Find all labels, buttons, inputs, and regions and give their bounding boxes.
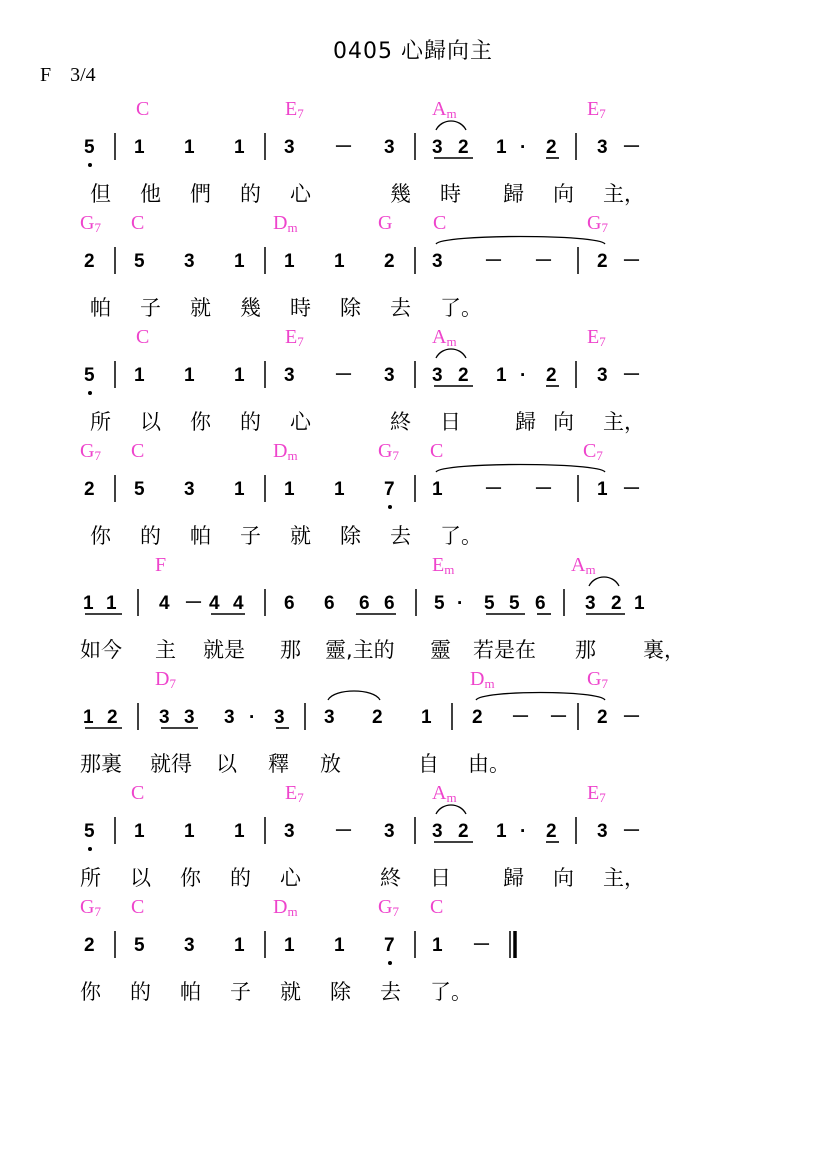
lyric-text: 時 (290, 296, 311, 320)
lyric-text: 去 (380, 980, 401, 1004)
octave-dot (88, 163, 92, 167)
lyric-text: 就是 (203, 638, 245, 662)
score-note: － (484, 479, 504, 500)
score-note: 6 (359, 593, 370, 614)
octave-dot (388, 961, 392, 965)
score-note: 2 (546, 137, 557, 158)
score-note: 3 (597, 365, 608, 386)
lyric-text: 的 (240, 182, 261, 206)
score-note: 2 (546, 821, 557, 842)
score-note: 1 (421, 707, 432, 728)
lyric-text: 向 (553, 866, 574, 890)
chord-symbol: $D_m$ (470, 668, 495, 691)
score-note: － (472, 935, 492, 956)
chord-symbol: C (430, 440, 444, 462)
lyric-text: 就 (290, 524, 311, 548)
score-note: · (520, 137, 527, 158)
chord-symbol: C (430, 896, 444, 918)
lyric-text: 向 (553, 182, 574, 206)
score-note: 3 (184, 251, 195, 272)
lyric-text: 心 (290, 410, 311, 434)
chord-symbol: $G_7$ (587, 212, 608, 235)
chord-symbol: $G_7$ (378, 896, 399, 919)
lyric-text: 你 (180, 866, 201, 890)
score-note: 5 (84, 365, 95, 386)
score-note: 2 (546, 365, 557, 386)
lyric-text: 那 (280, 638, 301, 662)
score-note: 1 (184, 137, 195, 158)
chord-symbol: $D_m$ (273, 440, 298, 463)
song-title: 0405 心歸向主 (333, 39, 493, 64)
lyric-text: 靈,主的 (325, 638, 395, 662)
lyric-text: 時 (440, 182, 461, 206)
lyric-text: 除 (330, 980, 351, 1004)
score-note: 3 (384, 821, 395, 842)
score-note: － (622, 251, 642, 272)
score-note: 1 (234, 137, 245, 158)
score-note: 3 (184, 707, 195, 728)
chord-symbol: $A_m$ (432, 326, 457, 349)
score-note: 1 (83, 593, 94, 614)
chord-symbol: $G_7$ (80, 896, 101, 919)
score-note: 3 (597, 821, 608, 842)
slur-tie (436, 805, 466, 814)
chord-symbol: C (131, 896, 145, 918)
chord-symbol: C (433, 212, 447, 234)
lyric-text: 除 (340, 524, 361, 548)
chord-symbol: $G_7$ (378, 440, 399, 463)
score-note: 5 (134, 935, 145, 956)
lyric-text: 所 (80, 866, 101, 890)
score-note: 4 (159, 593, 170, 614)
score-note: － (334, 365, 354, 386)
lyric-text: 就 (280, 980, 301, 1004)
chord-symbol: $A_m$ (571, 554, 596, 577)
lyric-text: 裏， (643, 638, 685, 662)
score-note: 2 (611, 593, 622, 614)
chord-symbol: C (136, 98, 150, 120)
score-note: 5 (484, 593, 495, 614)
chord-symbol: $G_7$ (80, 212, 101, 235)
lyric-text: 以 (140, 410, 161, 434)
chord-symbol: $A_m$ (432, 782, 457, 805)
score-note: 2 (84, 935, 95, 956)
lyric-text: 心 (290, 182, 311, 206)
lyric-text: 就得 (150, 752, 192, 776)
score-note: 1 (234, 365, 245, 386)
score-note: 5 (509, 593, 520, 614)
lyric-text: 自 (418, 752, 439, 776)
score-note: 3 (432, 365, 443, 386)
score-note: 1 (234, 935, 245, 956)
score-note: 6 (324, 593, 335, 614)
lyric-text: 日 (430, 866, 451, 890)
lyric-text: 你 (80, 980, 101, 1004)
lyric-text: 放 (320, 752, 341, 776)
lyric-text: 歸 (515, 410, 536, 434)
score-note: － (622, 365, 642, 386)
score-note: 1 (432, 479, 443, 500)
chord-symbol: C (136, 326, 150, 348)
lyric-text: 帕 (180, 980, 201, 1004)
lyric-text: 的 (240, 410, 261, 434)
key-signature: F 3/4 (40, 64, 96, 86)
score-note: 7 (384, 479, 395, 500)
chord-symbol: C (131, 212, 145, 234)
chord-symbol: $G_7$ (587, 668, 608, 691)
score-note: · (457, 593, 464, 614)
score-note: 3 (159, 707, 170, 728)
score-note: 1 (134, 821, 145, 842)
score-note: 4 (209, 593, 220, 614)
lyric-text: 帕 (190, 524, 211, 548)
score-note: 7 (384, 935, 395, 956)
score-note: 1 (134, 137, 145, 158)
octave-dot (88, 847, 92, 851)
chord-symbol: $E_m$ (432, 554, 455, 577)
score-note: 1 (496, 365, 507, 386)
score-note: 1 (284, 479, 295, 500)
score-note: 5 (434, 593, 445, 614)
score-note: 3 (284, 137, 295, 158)
score-note: 3 (184, 479, 195, 500)
lyric-text: 的 (230, 866, 251, 890)
lyric-text: 以 (216, 752, 237, 776)
score-note: － (184, 593, 204, 614)
score-note: － (622, 821, 642, 842)
octave-dot (88, 391, 92, 395)
lyric-text: 了。 (440, 524, 482, 548)
lyric-text: 如今 (80, 638, 122, 662)
score-note: 3 (224, 707, 235, 728)
score-note: 5 (134, 251, 145, 272)
score-note: 3 (324, 707, 335, 728)
score-note: 2 (597, 707, 608, 728)
score-note: · (520, 365, 527, 386)
score-note: 3 (597, 137, 608, 158)
score-note: 2 (372, 707, 383, 728)
score-note: 6 (384, 593, 395, 614)
score-note: 1 (634, 593, 645, 614)
lyric-text: 子 (140, 296, 161, 320)
lyric-text: 釋 (268, 752, 289, 776)
score-note: 1 (106, 593, 117, 614)
chord-symbol: $E_7$ (285, 98, 304, 121)
chord-symbol: $D_7$ (155, 668, 176, 691)
score-note: 5 (134, 479, 145, 500)
score-note: － (622, 137, 642, 158)
score-note: 1 (432, 935, 443, 956)
score-note: 1 (184, 365, 195, 386)
score-note: － (534, 479, 554, 500)
score-note: 1 (234, 479, 245, 500)
score-note: · (249, 707, 256, 728)
score-note: 1 (334, 251, 345, 272)
lyric-text: 所 (90, 410, 111, 434)
score-note: 5 (84, 137, 95, 158)
score-note: － (534, 251, 554, 272)
chord-symbol: $E_7$ (285, 326, 304, 349)
lyric-text: 但 (90, 182, 111, 206)
lyric-text: 心 (280, 866, 301, 890)
lyric-text: 除 (340, 296, 361, 320)
chord-symbol: $E_7$ (587, 782, 606, 805)
score-note: 2 (458, 821, 469, 842)
lyric-text: 們 (190, 182, 211, 206)
lyric-text: 子 (240, 524, 261, 548)
lyric-text: 去 (390, 524, 411, 548)
score-note: 2 (384, 251, 395, 272)
score-note: 2 (472, 707, 483, 728)
score-note: 4 (233, 593, 244, 614)
chord-symbol: $A_m$ (432, 98, 457, 121)
lyric-text: 你 (90, 524, 111, 548)
score-note: 3 (184, 935, 195, 956)
score-note: 3 (274, 707, 285, 728)
lyric-text: 日 (440, 410, 461, 434)
score-note: · (520, 821, 527, 842)
chord-symbol: $E_7$ (587, 326, 606, 349)
score-note: 3 (432, 821, 443, 842)
score-note: 3 (284, 365, 295, 386)
slur-tie (436, 465, 605, 473)
slur-tie (436, 349, 466, 358)
slur-tie (476, 693, 605, 701)
score-note: 3 (432, 137, 443, 158)
score-note: － (549, 707, 569, 728)
score-note: 1 (284, 935, 295, 956)
score-note: 1 (83, 707, 94, 728)
score-note: 2 (458, 137, 469, 158)
score-note: 1 (234, 251, 245, 272)
chord-symbol: G (378, 212, 393, 234)
lyric-text: 由。 (468, 752, 510, 776)
score-note: 5 (84, 821, 95, 842)
lyric-text: 的 (130, 980, 151, 1004)
slur-tie (436, 237, 605, 245)
score-note: 1 (234, 821, 245, 842)
score-note: 2 (597, 251, 608, 272)
lyric-text: 那 (575, 638, 596, 662)
chord-symbol: C (131, 782, 145, 804)
lyric-text: 主， (603, 866, 645, 890)
chord-symbol: C (131, 440, 145, 462)
score-note: 6 (284, 593, 295, 614)
lyric-text: 歸 (503, 866, 524, 890)
slur-tie (589, 577, 619, 586)
lyric-text: 的 (140, 524, 161, 548)
lyric-text: 幾 (390, 182, 411, 206)
score-note: － (484, 251, 504, 272)
score-note: 2 (107, 707, 118, 728)
lyric-text: 終 (390, 410, 411, 434)
slur-tie (328, 691, 380, 700)
score-note: 1 (284, 251, 295, 272)
lyric-text: 你 (190, 410, 211, 434)
lyric-text: 歸 (503, 182, 524, 206)
lyric-text: 以 (130, 866, 151, 890)
lyric-text: 主， (603, 410, 645, 434)
score-note: 2 (84, 251, 95, 272)
score-note: 1 (496, 137, 507, 158)
score-note: 6 (535, 593, 546, 614)
lyric-text: 去 (390, 296, 411, 320)
chord-symbol: $G_7$ (80, 440, 101, 463)
lyric-text: 幾 (240, 296, 261, 320)
octave-dot (388, 505, 392, 509)
lyric-text: 向 (553, 410, 574, 434)
score-note: － (334, 137, 354, 158)
lyric-text: 終 (380, 866, 401, 890)
lyric-text: 了。 (440, 296, 482, 320)
lyric-text: 若是在 (473, 638, 536, 662)
score-note: － (622, 707, 642, 728)
score-note: 3 (284, 821, 295, 842)
score-note: 1 (134, 365, 145, 386)
score-note: 1 (597, 479, 608, 500)
slur-tie (436, 121, 466, 130)
score-note: 3 (432, 251, 443, 272)
chord-symbol: $D_m$ (273, 896, 298, 919)
lyric-text: 那裏 (80, 752, 122, 776)
lyric-text: 主， (603, 182, 645, 206)
score-note: 1 (334, 479, 345, 500)
score-note: 1 (496, 821, 507, 842)
score-note: 1 (184, 821, 195, 842)
chord-symbol: $D_m$ (273, 212, 298, 235)
lyric-text: 靈 (430, 638, 451, 662)
lyric-text: 就 (190, 296, 211, 320)
lyric-text: 他 (140, 182, 161, 206)
score-note: － (622, 479, 642, 500)
lyric-text: 了。 (430, 980, 472, 1004)
score-note: － (511, 707, 531, 728)
chord-symbol: F (155, 554, 167, 576)
score-note: 2 (84, 479, 95, 500)
score-note: 3 (585, 593, 596, 614)
score-note: － (334, 821, 354, 842)
chord-symbol: $E_7$ (285, 782, 304, 805)
lyric-text: 子 (230, 980, 251, 1004)
chord-symbol: $C_7$ (583, 440, 603, 463)
score-note: 1 (334, 935, 345, 956)
lyric-text: 帕 (90, 296, 111, 320)
chord-symbol: $E_7$ (587, 98, 606, 121)
lyric-text: 主 (155, 638, 176, 662)
score-note: 3 (384, 365, 395, 386)
score-note: 2 (458, 365, 469, 386)
score-note: 3 (384, 137, 395, 158)
